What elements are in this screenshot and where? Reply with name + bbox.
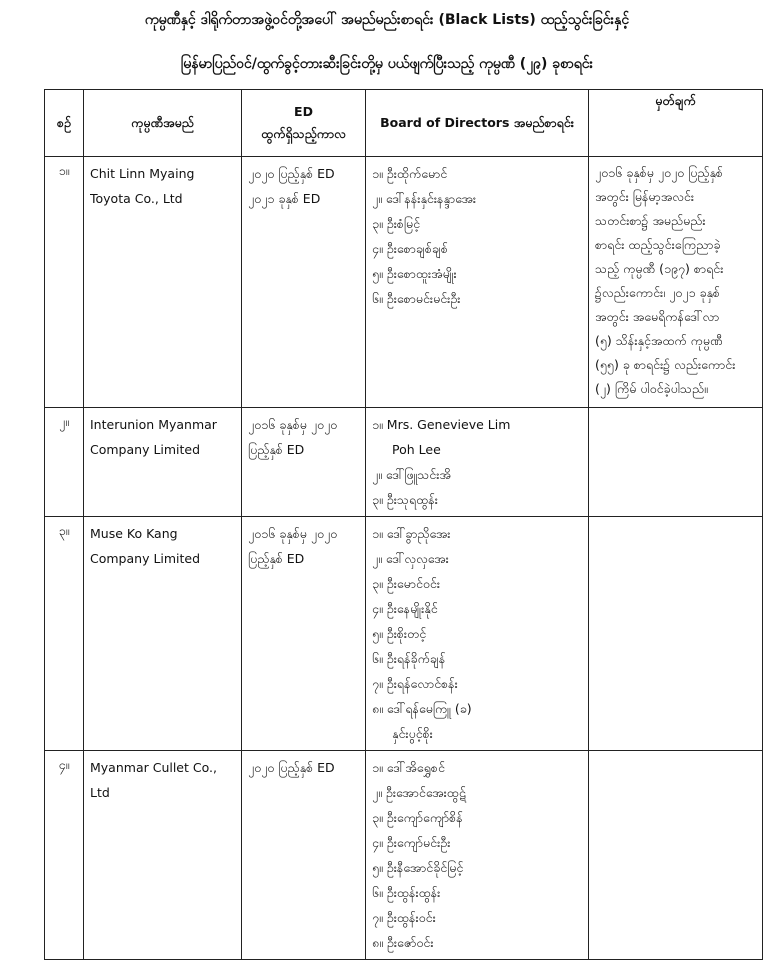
blacklist-table (44, 89, 763, 960)
director-item: ၁။ Mrs. Genevieve Lim (372, 417, 511, 432)
director-item: ၈။ ဦးဇော်ဝင်း (372, 935, 434, 950)
remarks (589, 517, 763, 751)
table-header-row (45, 90, 763, 157)
director-item: ၆။ ဦးစောမင်းမင်းဦး (372, 291, 461, 306)
ed-period: ၂၀၂၀ ပြည့်နှစ် ED ၂၀၂၁ ခုနှစ် ED (242, 157, 366, 408)
company-name: Chit Linn Myaing Toyota Co., Ltd (84, 157, 242, 408)
table-row (45, 157, 763, 408)
director-item: ၁။ ဦးထိုက်မောင် (372, 166, 448, 181)
director-item: ၃။ ဦးသုရထွန်း (372, 492, 438, 507)
director-item: ၆။ ဦးရန်ခိုက်ချန် (372, 651, 446, 666)
director-item: ၆။ ဦးထွန်းထွန်း (372, 885, 441, 900)
director-item: ၂။ ဒေါ်လှလှအေး (372, 551, 449, 566)
table-row (45, 517, 763, 751)
header-ed-line-1: ED (294, 104, 313, 119)
director-item: ၄။ ဦးကျော်မင်းဦး (372, 835, 451, 850)
table-row (45, 408, 763, 517)
header-remarks: မှတ်ချက် (589, 90, 763, 157)
director-item: ၇။ ဦးရန်လောင်စန်း (372, 676, 458, 691)
row-number: ၁။ (45, 157, 84, 408)
header-directors: Board of Directors အမည်စာရင်း (366, 90, 589, 157)
header-company: ကုမ္ပဏီအမည် (84, 90, 242, 157)
ed-period: ၂၀၁၆ ခုနှစ်မှ ၂၀၂၀ ပြည့်နှစ် ED (242, 408, 366, 517)
header-ed-period (242, 90, 366, 157)
director-item: ၂။ ဦးအောင်အေးထွဋ် (372, 785, 466, 800)
director-item: ၂။ ဒေါ်နန်းနှင်းနန္ဒာအေး (372, 191, 477, 206)
row-number: ၄။ (45, 751, 84, 960)
director-item: နှင်းပွင့်စိုး (392, 726, 433, 741)
document-title-line-1: ကုမ္ပဏီနှင့် ဒါရိုက်တာအဖွဲ့ဝင်တို့အပေါ် အမည်မည်းစာရင်း (Black Lists) ထည့်သွင်းခြင်းနှင့် (144, 12, 630, 28)
company-name: Interunion Myanmar Company Limited (84, 408, 242, 517)
row-number: ၂။ (45, 408, 84, 517)
director-item: Poh Lee (392, 442, 441, 457)
remarks: ၂၀၁၆ ခုနှစ်မှ ၂၀၂၀ ပြည့်နှစ် အတွင်း မြန်မာ့အလင်း သတင်းစာ၌ အမည်မည်း စာရင်း ထည့်သွင်းကြေညာခဲ့ သည့် ကုမ္ပဏီ (၁၉၇) စာရင်း ၌လည်းကောင်း၊ ၂၀၂၁ ခုနှစ် အတွင်း အမေရိကန်ဒေါ်လာ (၅) သိန်းနှင့်အထက် ကုမ္ပဏီ (၅၅) ခု စာရင်း၌ လည်းကောင်း (၂) ကြိမ် ပါဝင်ခဲ့ပါသည်။ (589, 157, 763, 408)
row-number: ၃။ (45, 517, 84, 751)
director-item: ၂။ ဒေါ်ဖြူသင်းအိ (372, 467, 451, 482)
director-item: ၅။ ဦးစောထူးအံမျိုး (372, 266, 457, 281)
header-no: စဉ် (45, 90, 84, 157)
directors-list (366, 408, 589, 517)
ed-period: ၂၀၂၀ ပြည့်နှစ် ED (242, 751, 366, 960)
director-item: ၇။ ဦးထွန်းဝင်း (372, 910, 436, 925)
ed-period: ၂၀၁၆ ခုနှစ်မှ ၂၀၂၀ ပြည့်နှစ် ED (242, 517, 366, 751)
table-row (45, 751, 763, 960)
director-item: ၅။ ဦးနီအောင်ခိုင်မြင့် (372, 860, 464, 875)
header-ed-line-2: ထွက်ရှိသည့်ကာလ (261, 126, 346, 141)
director-item: ၁။ ဒေါ်ခွာညိုအေး (372, 526, 451, 541)
director-item: ၈။ ဒေါ်ရန်မေကြူ (ခ) (372, 701, 472, 716)
director-item: ၃။ ဦးမောင်ဝင်း (372, 576, 441, 591)
directors-list (366, 751, 589, 960)
director-item: ၅။ ဦးစိုးတင့် (372, 626, 427, 641)
company-name: Myanmar Cullet Co., Ltd (84, 751, 242, 960)
director-item: ၁။ ဒေါ်အိရွှေစင် (372, 760, 445, 775)
director-item: ၄။ ဦးစောချစ်ချစ် (372, 241, 448, 256)
directors-list (366, 157, 589, 408)
remarks (589, 751, 763, 960)
director-item: ၃။ ဦးကျော်ကျော်စိန် (372, 810, 463, 825)
remarks (589, 408, 763, 517)
company-name: Muse Ko Kang Company Limited (84, 517, 242, 751)
director-item: ၃။ ဦးစံမြင့် (372, 216, 421, 231)
directors-list (366, 517, 589, 751)
document-title-line-2: မြန်မာပြည်ဝင်/ထွက်ခွင့်တားဆီးခြင်းတို့မှ ပယ်ဖျက်ပြီးသည့် ကုမ္ပဏီ (၂၉) ခုစာရင်း (180, 56, 594, 72)
director-item: ၄။ ဦးနေမျိုးနိုင် (372, 601, 438, 616)
